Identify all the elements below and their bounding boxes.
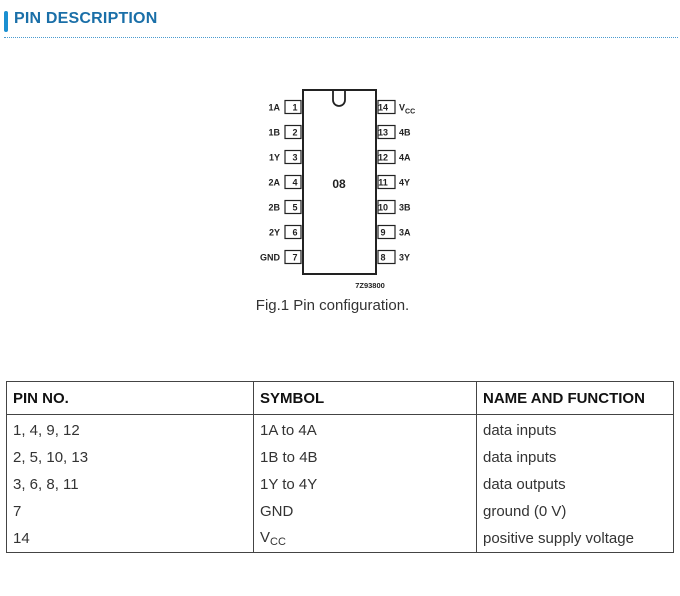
pin-name: 1A: [268, 102, 280, 113]
left-pins: [260, 101, 301, 264]
pin-number: 1: [292, 102, 298, 113]
pin-4: [268, 176, 301, 189]
pin-10: [378, 201, 411, 214]
pin-12: [378, 151, 411, 164]
table-row: [7, 471, 674, 498]
right-pins: [378, 101, 415, 264]
pin-2: [268, 126, 301, 139]
table-row: [7, 525, 674, 553]
pin-name: 3A: [399, 227, 411, 238]
chip-label: 08: [332, 177, 346, 191]
column-header-symbol: SYMBOL: [254, 382, 477, 415]
symbol-subscript: CC: [270, 536, 286, 548]
pin-14: [378, 101, 415, 116]
column-header-function: NAME AND FUNCTION: [477, 382, 674, 415]
pin-13: [378, 126, 411, 139]
function-cell: data outputs: [477, 471, 674, 498]
pin-numbers-cell: 2, 5, 10, 13: [7, 444, 254, 471]
pin-name: 3B: [399, 202, 411, 213]
pin-numbers-cell: 3, 6, 8, 11: [7, 471, 254, 498]
pin-numbers-cell: 1, 4, 9, 12: [7, 415, 254, 445]
section-title: PIN DESCRIPTION: [14, 10, 158, 27]
pin-number: 4: [292, 177, 298, 188]
table-row: [7, 444, 674, 471]
symbol-text: V: [260, 529, 271, 546]
pin-number: 14: [377, 102, 389, 113]
figure-caption: Fig.1 Pin configuration.: [255, 297, 410, 314]
pin-name: 4A: [399, 152, 411, 163]
pin-numbers-cell: 14: [7, 525, 254, 553]
table-header-row: [7, 382, 674, 415]
function-cell: data inputs: [477, 415, 674, 445]
symbol-cell: 1A to 4A: [254, 415, 477, 445]
pin-number: 3: [292, 152, 298, 163]
pin-name: 3Y: [399, 252, 411, 263]
pin-number: 9: [380, 227, 386, 238]
pin-number: 10: [377, 202, 389, 213]
pin-6: [269, 226, 301, 239]
table-row: [7, 498, 674, 525]
symbol-cell: 1B to 4B: [254, 444, 477, 471]
pin-numbers-cell: 7: [7, 498, 254, 525]
function-cell: data inputs: [477, 444, 674, 471]
pin-name: 2Y: [268, 227, 280, 238]
pin-name: 1Y: [268, 152, 280, 163]
pin-name: 2B: [268, 202, 280, 213]
pin-8: [378, 251, 410, 264]
pin-name-subscript: CC: [405, 108, 416, 116]
pin-number: 6: [292, 227, 298, 238]
column-header-pin-no: PIN NO.: [7, 382, 254, 415]
symbol-cell: 1Y to 4Y: [254, 471, 477, 498]
pin-number: 12: [377, 152, 389, 163]
pin-7: [260, 251, 301, 264]
pin-number: 2: [292, 127, 298, 138]
pin-description-table: [6, 381, 674, 553]
pin-number: 13: [377, 127, 389, 138]
pin-number: 8: [380, 252, 386, 263]
pin-11: [378, 176, 410, 189]
symbol-cell: [254, 525, 477, 553]
pin-name: 1B: [268, 127, 280, 138]
pin-name: 4Y: [399, 177, 411, 188]
pin-number: 5: [292, 202, 298, 213]
pin-number: 11: [378, 177, 388, 188]
symbol-cell: GND: [254, 498, 477, 525]
pin-1: [268, 101, 301, 114]
pin-name: GND: [260, 252, 280, 263]
pin-9: [378, 226, 411, 239]
pin-name: $V_{CC}$: [399, 102, 416, 116]
pin-name: 4B: [399, 127, 411, 138]
pin-5: [268, 201, 301, 214]
pin-name: 2A: [268, 177, 280, 188]
pin-3: [269, 151, 301, 164]
function-cell: ground (0 V): [477, 498, 674, 525]
table-row: [7, 415, 674, 445]
part-code: 7Z93800: [355, 281, 385, 290]
function-cell: positive supply voltage: [477, 525, 674, 553]
pin-number: 7: [292, 252, 298, 263]
